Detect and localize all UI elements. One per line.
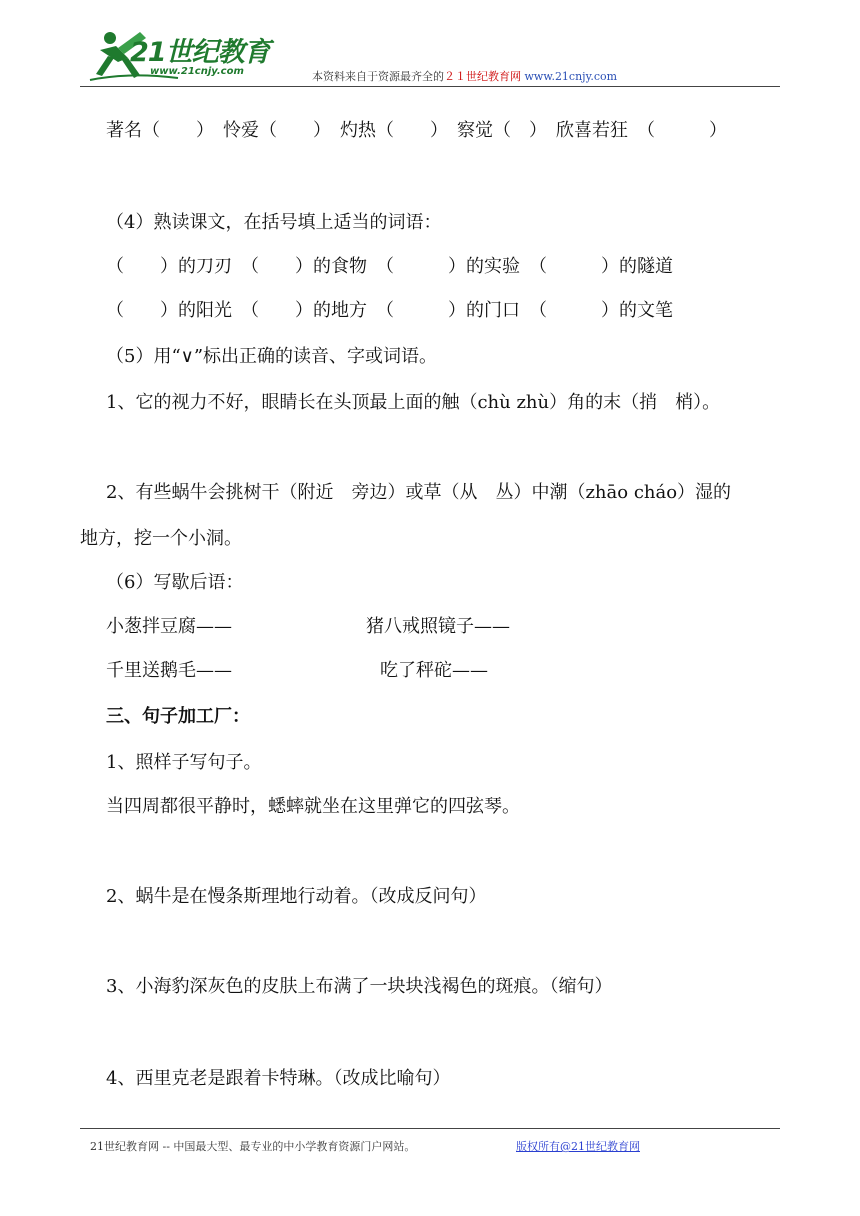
- footer-text: 21世纪教育网 -- 中国最大型、最专业的中小学教育资源门户网站。: [90, 1140, 416, 1153]
- words-pinyin-line: 著名（ ） 怜爱（ ） 灼热（ ） 察觉（ ） 欣喜若狂 （ ）: [106, 120, 727, 141]
- q4-row-2: （ ）的阳光 （ ）的地方 （ ）的门口 （ ）的文笔: [106, 300, 673, 321]
- q6-idiom-b: 猪八戒照镜子——: [366, 616, 510, 637]
- header-note-url: www.21cnjy.com: [524, 70, 618, 83]
- header-note-site: ２１世纪教育网: [444, 70, 521, 83]
- q5-title: （5）用“∨”标出正确的读音、字或词语。: [106, 346, 438, 367]
- s2-item: 2、蜗牛是在慢条斯理地行动着。（改成反问句）: [106, 886, 487, 907]
- logo-subtext: www.21cnjy.com: [150, 66, 244, 77]
- q4-title: （4）熟读课文，在括号填上适当的词语：: [106, 212, 442, 233]
- footer-rule: [80, 1128, 780, 1129]
- q4-row-1: （ ）的刀刃 （ ）的食物 （ ）的实验 （ ）的隧道: [106, 256, 673, 277]
- header-note-prefix: 本资料来自于资源最齐全的: [312, 70, 444, 83]
- footer-copyright-link[interactable]: 版权所有@21世纪教育网: [516, 1140, 640, 1153]
- q6-idiom-a: 小葱拌豆腐——: [106, 616, 232, 637]
- logo-text: 21世纪教育: [130, 37, 270, 68]
- q6-idiom-c: 千里送鹅毛——: [106, 660, 232, 681]
- q5-item-2b: 地方，挖一个小洞。: [80, 528, 242, 549]
- header-rule: [80, 86, 780, 87]
- section-3-title: 三、句子加工厂：: [106, 706, 250, 727]
- header-note: [312, 68, 617, 84]
- q6-title: （6）写歇后语：: [106, 572, 244, 593]
- s1-title: 1、照样子写句子。: [106, 752, 262, 773]
- s4-item: 4、西里克老是跟着卡特琳。（改成比喻句）: [106, 1068, 451, 1089]
- s3-item: 3、小海豹深灰色的皮肤上布满了一块块浅褐色的斑痕。（缩句）: [106, 976, 613, 997]
- s1-example: 当四周都很平静时，蟋蟀就坐在这里弹它的四弦琴。: [106, 796, 520, 817]
- q6-idiom-d: 吃了秤砣——: [380, 660, 488, 681]
- q5-item-1: 1、它的视力不好，眼睛长在头顶最上面的触（chù zhù）角的末（捎 梢）。: [106, 392, 721, 413]
- q5-item-2a: 2、有些蜗牛会挑树干（附近 旁边）或草（从 丛）中潮（zhāo cháo）湿的: [106, 482, 732, 503]
